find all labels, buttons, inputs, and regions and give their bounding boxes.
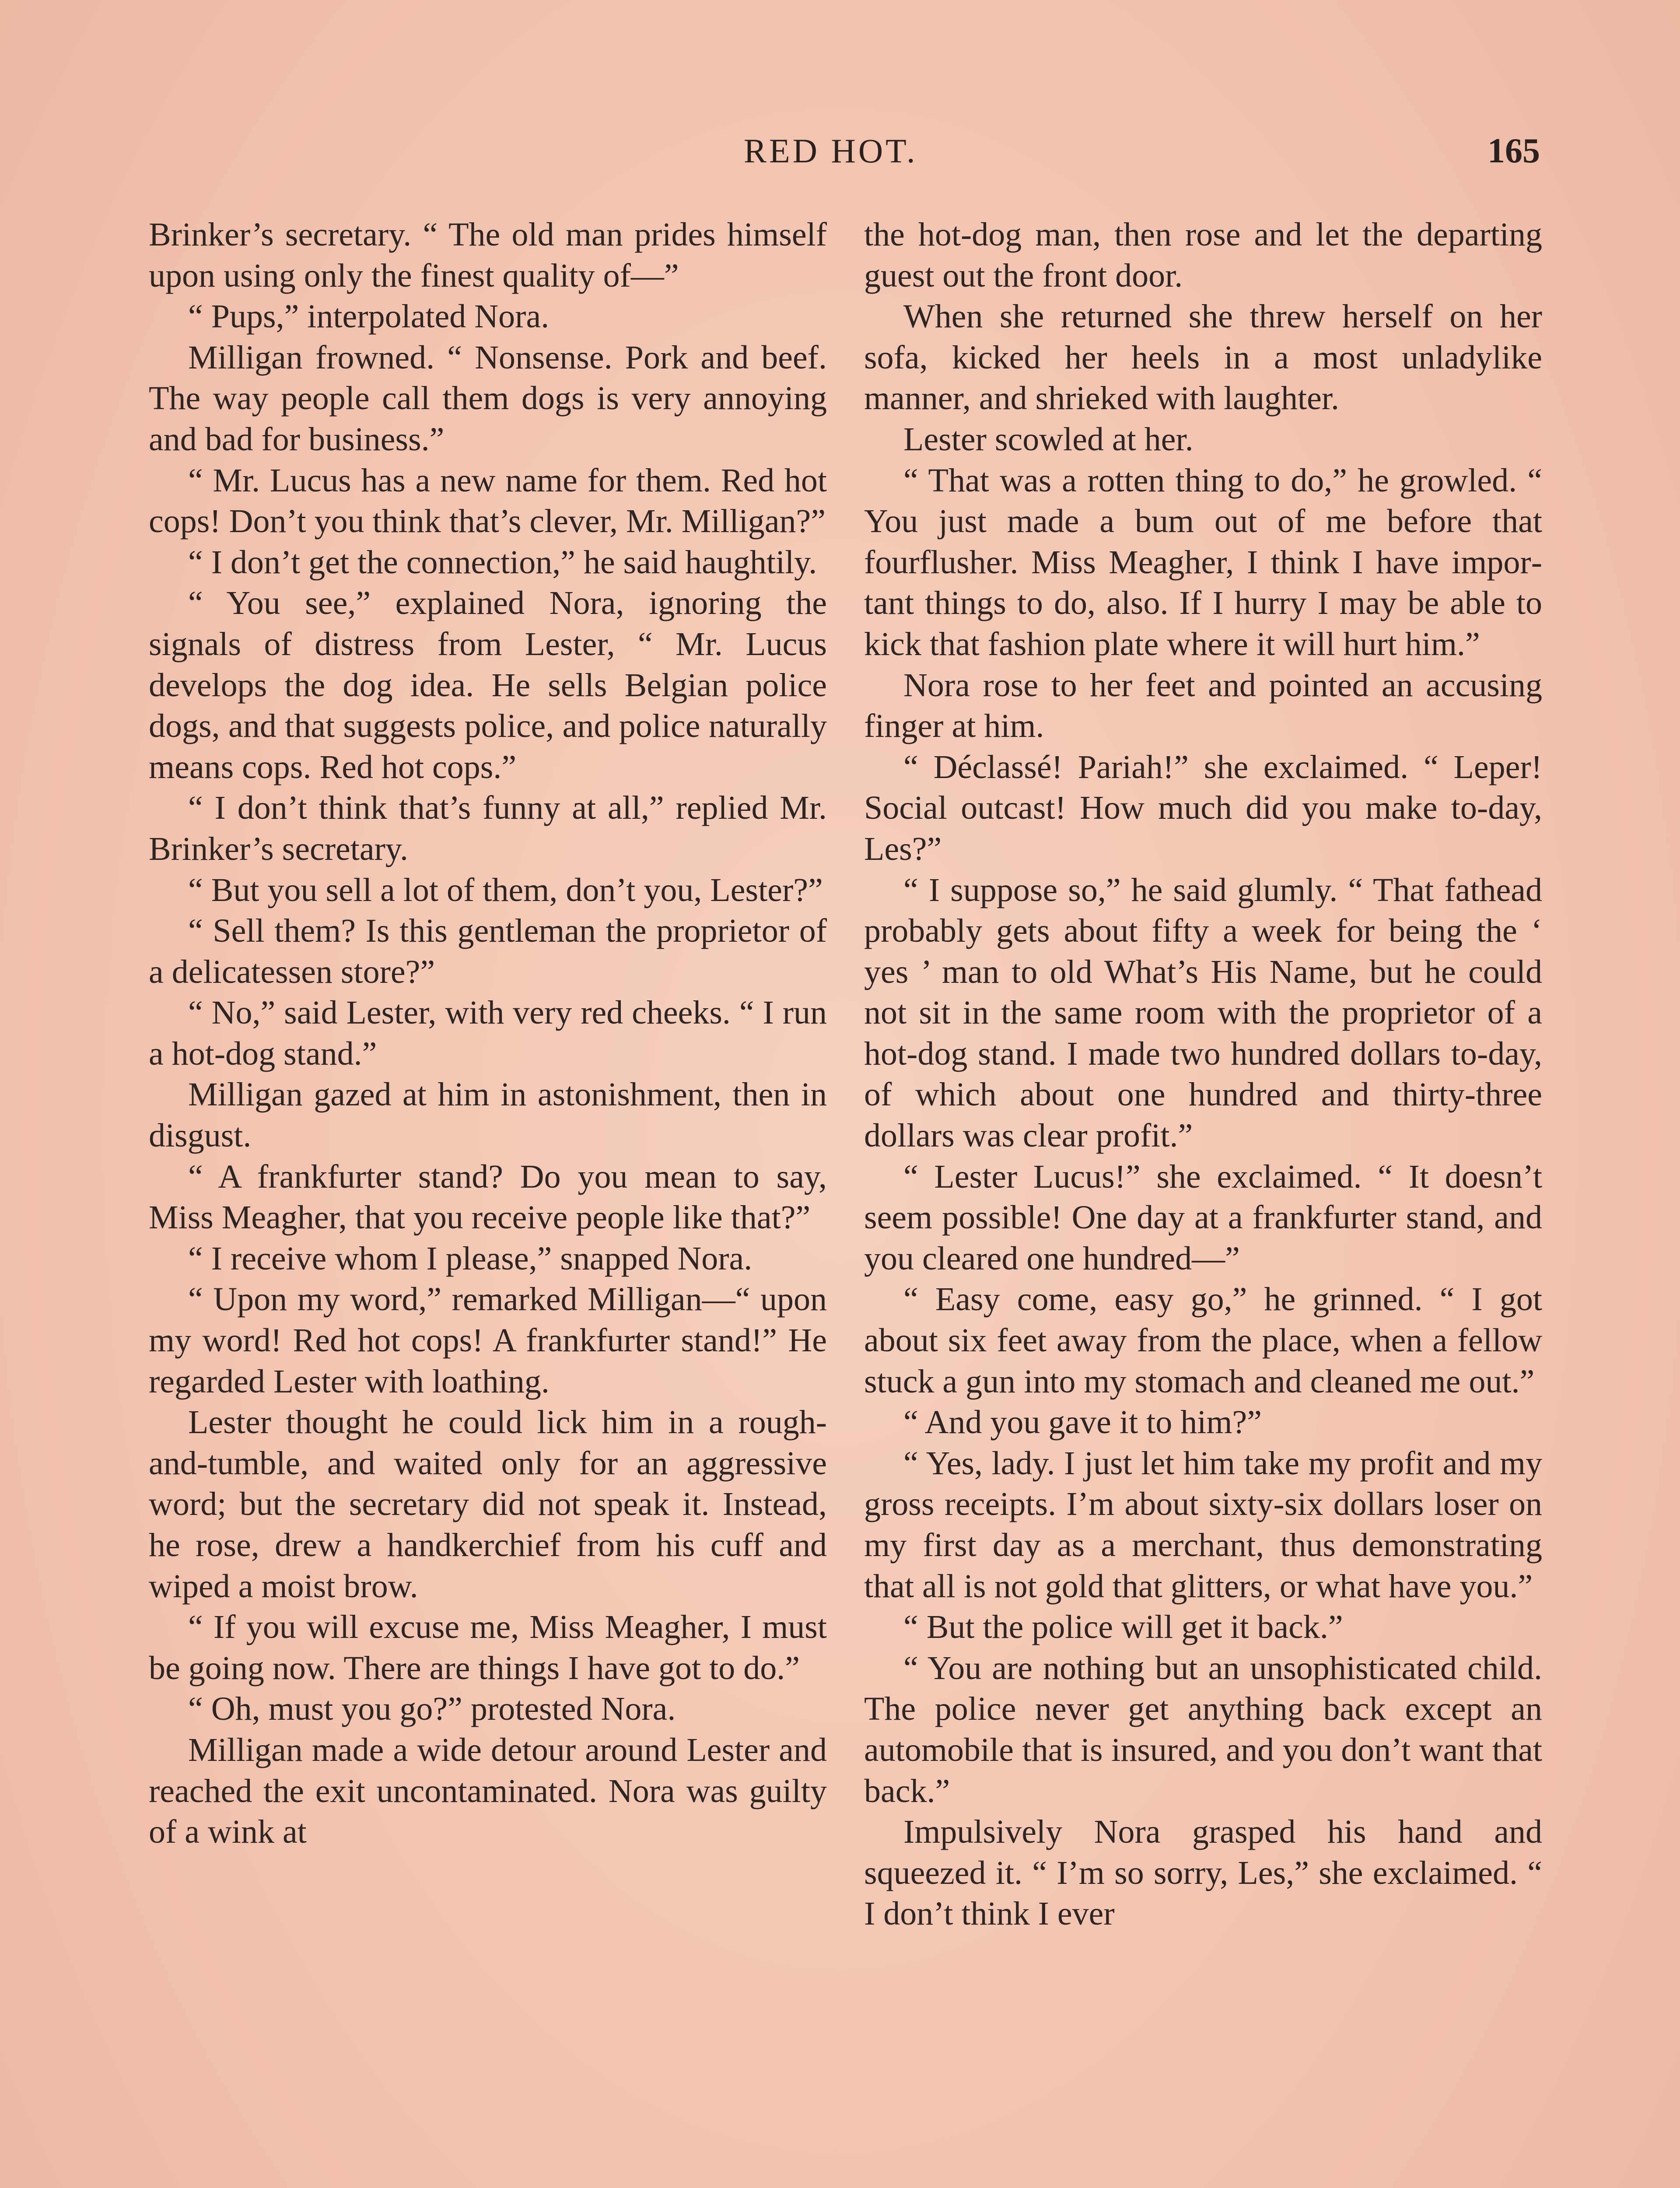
paragraph: “ I don’t think that’s funny at all,” replied Mr. Brinker’s secretary. xyxy=(149,789,827,867)
paragraph: “ I suppose so,” he said glumly. “ That fathead probably gets about fifty a week for being the ‘ yes ’ man to old What’s His Name, but he could not sit in the same room with the proprietor of a hot-dog stand. I made two hundred dollars to-day, of which about one hundred and thirty-three dollars was clear profit.” xyxy=(864,871,1542,1154)
paragraph: “ But the police will get it back.” xyxy=(903,1609,1343,1646)
running-title: RED HOT. xyxy=(744,132,918,170)
paragraph: “ Upon my word,” remarked Milligan—“ upon my word! Red hot cops! A frankfurter stand!” He regarded Lester with loathing. xyxy=(149,1281,827,1400)
paragraph: “ Yes, lady. I just let him take my profit and my gross receipts. I’m about sixty-six dollars loser on my first day as a merchant, thus demonstrating that all is not gold that glitters, or what have you.” xyxy=(864,1445,1542,1605)
paragraph: When she returned she threw herself on her sofa, kicked her heels in a most unladylike manner, and shrieked with laughter. xyxy=(864,298,1542,417)
paragraph: “ That was a rotten thing to do,” he growled. “ You just made a bum out of me before that fourflusher. Miss Meagher, I think I have important things to do, also. If I hurry I may be able to kick that fashion plate where it will hurt him.” xyxy=(864,462,1542,663)
paragraph: “ I receive whom I please,” snapped Nora. xyxy=(188,1240,752,1277)
paragraph: “ Easy come, easy go,” he grinned. “ I got about six feet away from the place, when a fellow stuck a gun into my stomach and cleaned me out.” xyxy=(864,1281,1542,1400)
paragraph: Milligan frowned. “ Nonsense. Pork and beef. The way people call them dogs is very annoying and bad for business.” xyxy=(149,339,827,458)
paragraph: Impulsively Nora grasped his hand and squeezed it. “ I’m so sorry, Les,” she exclaimed. “ I don’t think I ever xyxy=(864,1813,1542,1932)
paragraph: the hot-dog man, then rose and let the departing guest out the front door. xyxy=(864,216,1542,294)
paragraph: Lester scowled at her. xyxy=(903,421,1194,458)
paragraph: “ Mr. Lucus has a new name for them. Red hot cops! Don’t you think that’s clever, Mr. Milligan?” xyxy=(149,462,827,540)
paragraph: Lester thought he could lick him in a rough-and-tumble, and waited only for an aggressive word; but the secretary did not speak it. Instead, he rose, drew a handkerchief from his cuff and wiped a moist brow. xyxy=(149,1404,827,1605)
page-number: 165 xyxy=(1488,132,1540,170)
paragraph: Milligan made a wide detour around Lester and reached the exit uncontaminated. Nora was guilty of a wink at xyxy=(149,1731,827,1851)
paragraph: “ And you gave it to him?” xyxy=(903,1404,1262,1441)
left-text-column xyxy=(149,214,827,1853)
paragraph: “ Déclassé! Pariah!” she exclaimed. “ Leper! Social outcast! How much did you make to-day, Les?” xyxy=(864,748,1542,867)
paragraph: “ But you sell a lot of them, don’t you, Lester?” xyxy=(188,871,823,908)
paragraph: Brinker’s secretary. “ The old man prides himself upon using only the finest quality of—” xyxy=(149,216,827,294)
paragraph: “ Pups,” interpolated Nora. xyxy=(188,298,550,335)
paragraph: “ I don’t get the connection,” he said haughtily. xyxy=(188,543,817,581)
paragraph: “ A frankfurter stand? Do you mean to say, Miss Meagher, that you receive people like that?” xyxy=(149,1158,827,1236)
paragraph: “ Lester Lucus!” she exclaimed. “ It doesn’t seem possible! One day at a frankfurter stand, and you cleared one hundred—” xyxy=(864,1158,1542,1277)
paragraph: Nora rose to her feet and pointed an accusing finger at him. xyxy=(864,666,1542,745)
paragraph: “ No,” said Lester, with very red cheeks. “ I run a hot-dog stand.” xyxy=(149,994,827,1072)
paragraph: “ You see,” explained Nora, ignoring the signals of distress from Lester, “ Mr. Lucus develops the dog idea. He sells Belgian police dogs, and that suggests police, and police naturally means cops. Red hot cops.” xyxy=(149,585,827,785)
right-text-column xyxy=(864,214,1542,1935)
paragraph: “ If you will excuse me, Miss Meagher, I must be going now. There are things I have got to do.” xyxy=(149,1609,827,1687)
paragraph: “ Sell them? Is this gentleman the proprietor of a delicatessen store?” xyxy=(149,912,827,990)
paragraph: “ Oh, must you go?” protested Nora. xyxy=(188,1690,676,1728)
paragraph: “ You are nothing but an unsophisticated child. The police never get anything back except an automobile that is insured, and you don’t want that back.” xyxy=(864,1649,1542,1809)
paragraph: Milligan gazed at him in astonishment, then in disgust. xyxy=(149,1076,827,1154)
